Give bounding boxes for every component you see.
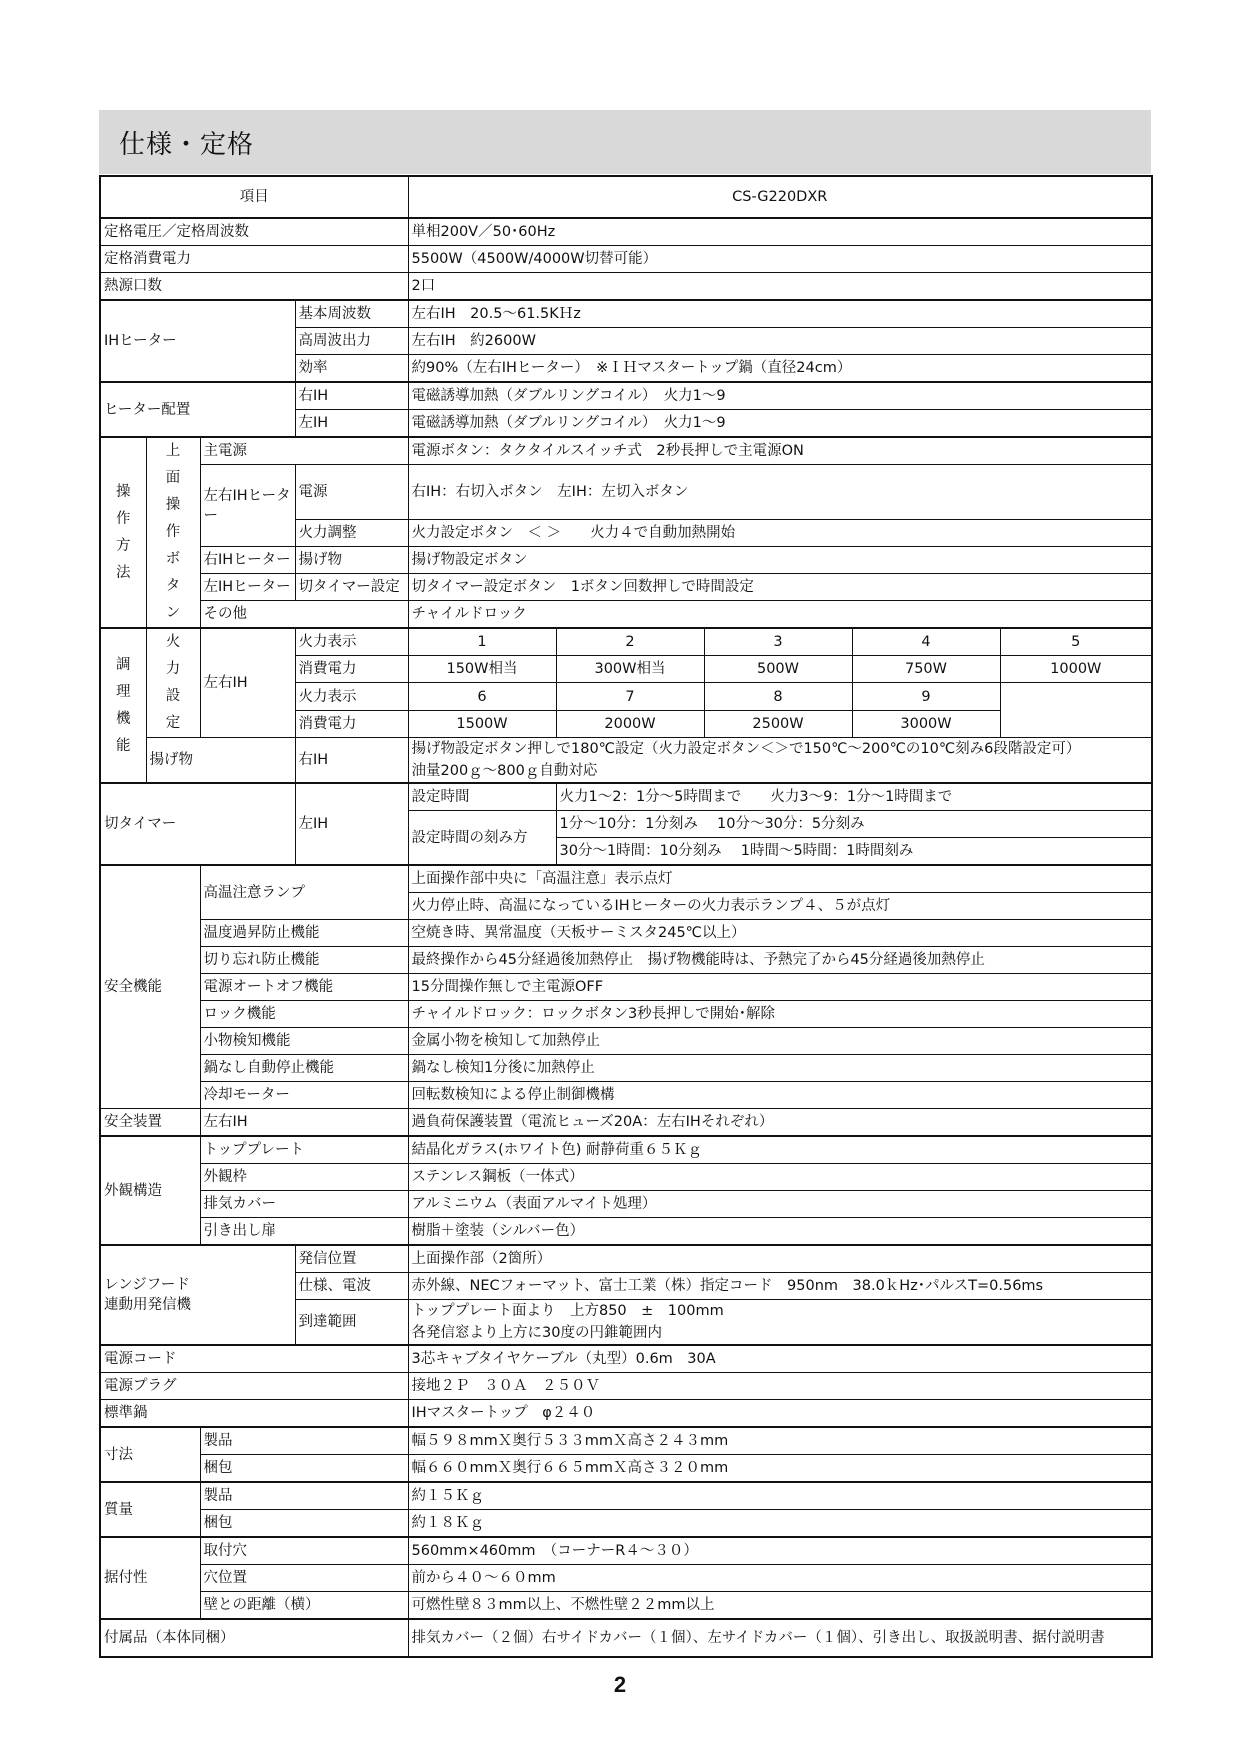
table-row — [100, 1345, 1152, 1373]
group-label-mass: 質量 — [100, 1482, 200, 1537]
row-value: 2口 — [408, 273, 1152, 301]
sub-label: 発信位置 — [295, 1245, 408, 1273]
fire-level-cell: 3 — [704, 628, 852, 656]
table-row — [100, 218, 1152, 246]
row-value: トッププレート面より 上方850 ± 100mm — [408, 1300, 1152, 1323]
table-row — [100, 1592, 1152, 1620]
watt-cell: 150W相当 — [408, 656, 556, 683]
sub-label: 消費電力 — [295, 711, 408, 738]
row-value: 可燃性壁８３mm以上、不燃性壁２２mm以上 — [408, 1592, 1152, 1620]
row-value: 火力設定ボタン ＜ ＞ 火力４で自動加熱開始 — [408, 520, 1152, 547]
group-label-heater-layout: ヒーター配置 — [100, 382, 295, 437]
fire-level-cell: 6 — [408, 683, 556, 711]
section-header — [99, 110, 1151, 174]
sub-label: 温度過昇防止機能 — [200, 920, 408, 947]
table-row — [100, 920, 1152, 947]
sub-label: 左右IH — [200, 1109, 408, 1137]
sub-label: 梱包 — [200, 1510, 408, 1538]
sub-label: 消費電力 — [295, 656, 408, 683]
group-label-operation: 操 作 方 法 — [100, 437, 146, 628]
table-row — [100, 1082, 1152, 1109]
group-label-timer: 切タイマー — [100, 783, 295, 865]
group-label-power-set: 火 力 設 定 — [146, 628, 200, 738]
watt-cell: 1500W — [408, 711, 556, 738]
table-row — [100, 1245, 1152, 1273]
row-value: ステンレス鋼板（一体式） — [408, 1164, 1152, 1191]
table-row — [100, 974, 1152, 1001]
table-row — [100, 437, 1152, 465]
sub-label: 設定時間の刻み方 — [408, 811, 556, 866]
sub-label: 引き出し扉 — [200, 1218, 408, 1246]
row-value: 右IH：右切入ボタン 左IH：左切入ボタン — [408, 465, 1152, 520]
row-label: 熱源口数 — [100, 273, 408, 301]
sub-label: 左右IH — [200, 628, 295, 738]
row-value: 電源ボタン：タクタイルスイッチ式 2秒長押しで主電源ON — [408, 437, 1152, 465]
sub-label: 右IH — [295, 382, 408, 410]
sub-label: 火力調整 — [295, 520, 408, 547]
row-label: 定格電圧／定格周波数 — [100, 218, 408, 246]
row-value: 前から４０～６０mm — [408, 1565, 1152, 1592]
table-row — [100, 947, 1152, 974]
sub-label: 揚げ物 — [295, 547, 408, 574]
group-label-hood — [100, 1245, 295, 1345]
sub-label: 左IH — [295, 410, 408, 438]
table-row — [100, 1136, 1152, 1164]
row-value: 空焼き時、異常温度（天板サーミスタ245℃以上） — [408, 920, 1152, 947]
row-label: 付属品（本体同梱） — [100, 1619, 408, 1657]
row-value: 5500W（4500W/4000W切替可能） — [408, 246, 1152, 273]
sub-label: 到達範囲 — [295, 1300, 408, 1346]
row-value: 接地２Ｐ ３０Ａ ２５０Ｖ — [408, 1373, 1152, 1400]
table-row — [100, 465, 1152, 520]
hood-label-line1: レンジフード — [104, 1277, 190, 1293]
header-model: CS-G220DXR — [408, 176, 1152, 218]
row-label: 安全装置 — [100, 1109, 200, 1137]
row-value: 約１８Ｋｇ — [408, 1510, 1152, 1538]
table-row — [100, 246, 1152, 273]
group-label-exterior: 外観構造 — [100, 1136, 200, 1245]
empty-cell — [1000, 683, 1152, 738]
row-value: 切タイマー設定ボタン 1ボタン回数押しで時間設定 — [408, 574, 1152, 601]
watt-cell: 750W — [852, 656, 1000, 683]
sub-label: 壁との距離（横） — [200, 1592, 408, 1620]
table-row — [100, 300, 1152, 328]
table-row — [100, 1510, 1152, 1538]
table-row — [100, 1619, 1152, 1657]
row-label: 電源プラグ — [100, 1373, 408, 1400]
table-header-row — [100, 176, 1152, 218]
sub-label: 電源 — [295, 465, 408, 520]
table-row — [100, 1218, 1152, 1246]
fire-level-cell: 8 — [704, 683, 852, 711]
table-row — [100, 1565, 1152, 1592]
row-value: 左右IH 約2600W — [408, 328, 1152, 355]
sub-label: 火力表示 — [295, 628, 408, 656]
table-row — [100, 601, 1152, 629]
watt-cell: 2000W — [556, 711, 704, 738]
row-value: 回転数検知による停止制御機構 — [408, 1082, 1152, 1109]
sub-label: 高周波出力 — [295, 328, 408, 355]
sub-label: 効率 — [295, 355, 408, 383]
row-label: 定格消費電力 — [100, 246, 408, 273]
row-value: 火力1～2：1分～5時間まで 火力3～9：1分～1時間まで — [556, 783, 1152, 811]
table-row — [100, 1400, 1152, 1428]
sub-label: 切り忘れ防止機能 — [200, 947, 408, 974]
fire-level-cell: 9 — [852, 683, 1000, 711]
row-value: 鍋なし検知1分後に加熱停止 — [408, 1055, 1152, 1082]
fire-level-cell: 7 — [556, 683, 704, 711]
sub-label: 火力表示 — [295, 683, 408, 711]
table-row — [100, 1191, 1152, 1218]
row-value: 幅６６０mmＸ奥行６６５mmＸ高さ３２０mm — [408, 1455, 1152, 1483]
row-value: 揚げ物設定ボタン押しで180℃設定（火力設定ボタン＜＞で150℃～200℃の10℃刻み6段階設定可） — [408, 738, 1152, 761]
row-value: チャイルドロック — [408, 601, 1152, 629]
group-label-size: 寸法 — [100, 1427, 200, 1482]
row-value: 1分～10分：1分刻み 10分～30分：5分刻み — [556, 811, 1152, 838]
sub-label: 梱包 — [200, 1455, 408, 1483]
row-value: 排気カバー（２個）右サイドカバー（１個）、左サイドカバー（１個）、引き出し、取扱説明書、据付説明書 — [408, 1619, 1152, 1657]
row-value: チャイルドロック：ロックボタン3秒長押しで開始･解除 — [408, 1001, 1152, 1028]
table-row — [100, 1055, 1152, 1082]
table-row — [100, 1537, 1152, 1565]
table-row — [100, 1482, 1152, 1510]
sub-label: 小物検知機能 — [200, 1028, 408, 1055]
sub-label: 排気カバー — [200, 1191, 408, 1218]
sub-label: 切タイマー設定 — [295, 574, 408, 601]
row-value: 結晶化ガラス(ホワイト色) 耐静荷重６５Ｋｇ — [408, 1136, 1152, 1164]
row-value: アルミニウム（表面アルマイト処理） — [408, 1191, 1152, 1218]
sub-label: その他 — [200, 601, 408, 629]
row-value: 最終操作から45分経過後加熱停止 揚げ物機能時は、予熱完了から45分経過後加熱停止 — [408, 947, 1152, 974]
row-value: 単相200V／50･60Hz — [408, 218, 1152, 246]
group-label-safety: 安全機能 — [100, 865, 200, 1109]
section-title: 仕様・定格 — [119, 130, 255, 160]
fire-level-cell: 4 — [852, 628, 1000, 656]
fire-level-cell: 5 — [1000, 628, 1152, 656]
row-value: 560mm×460mm （コーナーR４～３０） — [408, 1537, 1152, 1565]
row-label: 標準鍋 — [100, 1400, 408, 1428]
table-row — [100, 1001, 1152, 1028]
sub-label: 製品 — [200, 1427, 408, 1455]
page-number: 2 — [613, 1672, 627, 1697]
table-row — [100, 628, 1152, 656]
row-value: 約１５Ｋｇ — [408, 1482, 1152, 1510]
row-value: 3芯キャブタイヤケーブル（丸型）0.6m 30A — [408, 1345, 1152, 1373]
row-value: 火力停止時、高温になっているIHヒーターの火力表示ランプ４、５が点灯 — [408, 893, 1152, 920]
fire-level-cell: 2 — [556, 628, 704, 656]
row-label: 電源コード — [100, 1345, 408, 1373]
row-value: 左右IH 20.5～61.5KＨz — [408, 300, 1152, 328]
sub-label: 主電源 — [200, 437, 408, 465]
row-value: IHマスタートップ φ２４０ — [408, 1400, 1152, 1428]
spec-table — [99, 175, 1153, 1658]
row-value: 各発信窓より上方に30度の円錐範囲内 — [408, 1322, 1152, 1345]
row-value: 金属小物を検知して加熱停止 — [408, 1028, 1152, 1055]
row-value: 約90%（左右IHヒーター） ※ＩＨマスタートップ鍋（直径24cm） — [408, 355, 1152, 383]
sub-label: 右IH — [295, 738, 408, 784]
sub-label: 右IHヒーター — [200, 547, 295, 574]
row-value: 上面操作部（2箇所） — [408, 1245, 1152, 1273]
table-row — [100, 865, 1152, 893]
sub-label: 左右IHヒーター — [200, 465, 295, 547]
table-row — [100, 738, 1152, 761]
sub-label: ロック機能 — [200, 1001, 408, 1028]
watt-cell: 500W — [704, 656, 852, 683]
table-row — [100, 382, 1152, 410]
table-row — [100, 547, 1152, 574]
group-label-ih: IHヒーター — [100, 300, 295, 382]
row-value: 油量200ｇ～800ｇ自動対応 — [408, 760, 1152, 783]
row-value: 電磁誘導加熱（ダブルリングコイル） 火力1～9 — [408, 382, 1152, 410]
group-label-install: 据付性 — [100, 1537, 200, 1619]
watt-cell: 3000W — [852, 711, 1000, 738]
sub-label: 鍋なし自動停止機能 — [200, 1055, 408, 1082]
row-value: 電磁誘導加熱（ダブルリングコイル） 火力1～9 — [408, 410, 1152, 438]
table-row — [100, 1109, 1152, 1137]
row-value: 15分間操作無しで主電源OFF — [408, 974, 1152, 1001]
watt-cell: 300W相当 — [556, 656, 704, 683]
sub-label: 穴位置 — [200, 1565, 408, 1592]
header-item: 項目 — [100, 176, 408, 218]
watt-cell: 2500W — [704, 711, 852, 738]
table-row — [100, 1028, 1152, 1055]
watt-cell: 1000W — [1000, 656, 1152, 683]
table-row — [100, 783, 1152, 811]
sub-label: 揚げ物 — [146, 738, 295, 784]
sub-label: 取付穴 — [200, 1537, 408, 1565]
sub-label: トッププレート — [200, 1136, 408, 1164]
row-value: 赤外線、NECフォーマット、富士工業（株）指定コード 950nm 38.0ｋHz･パルスT=0.56ms — [408, 1273, 1152, 1300]
sub-label: 電源オートオフ機能 — [200, 974, 408, 1001]
fire-level-cell: 1 — [408, 628, 556, 656]
sub-label: 左IHヒーター — [200, 574, 295, 601]
row-value: 樹脂＋塗装（シルバー色） — [408, 1218, 1152, 1246]
table-row — [100, 574, 1152, 601]
sub-label: 製品 — [200, 1482, 408, 1510]
row-value: 過負荷保護装置（電流ヒューズ20A：左右IHそれぞれ） — [408, 1109, 1152, 1137]
sub-label: 冷却モーター — [200, 1082, 408, 1109]
table-row — [100, 273, 1152, 301]
table-row — [100, 1164, 1152, 1191]
sub-label: 仕様、電波 — [295, 1273, 408, 1300]
table-row — [100, 1455, 1152, 1483]
group-label-top-buttons: 上 面 操 作 ボ タ ン — [146, 437, 200, 628]
sub-label: 基本周波数 — [295, 300, 408, 328]
row-value: 30分～1時間：10分刻み 1時間～5時間：1時間刻み — [556, 838, 1152, 866]
sub-label: 設定時間 — [408, 783, 556, 811]
row-value: 上面操作部中央に「高温注意」表示点灯 — [408, 865, 1152, 893]
row-value: 揚げ物設定ボタン — [408, 547, 1152, 574]
table-row — [100, 1427, 1152, 1455]
row-value: 幅５９８mmＸ奥行５３３mmＸ高さ２４３mm — [408, 1427, 1152, 1455]
sub-label: 高温注意ランプ — [200, 865, 408, 920]
hood-label-line2: 連動用発信機 — [104, 1297, 191, 1313]
sub-label: 外観枠 — [200, 1164, 408, 1191]
sub-label: 左IH — [295, 783, 408, 865]
group-label-cooking: 調 理 機 能 — [100, 628, 146, 783]
table-row — [100, 1373, 1152, 1400]
